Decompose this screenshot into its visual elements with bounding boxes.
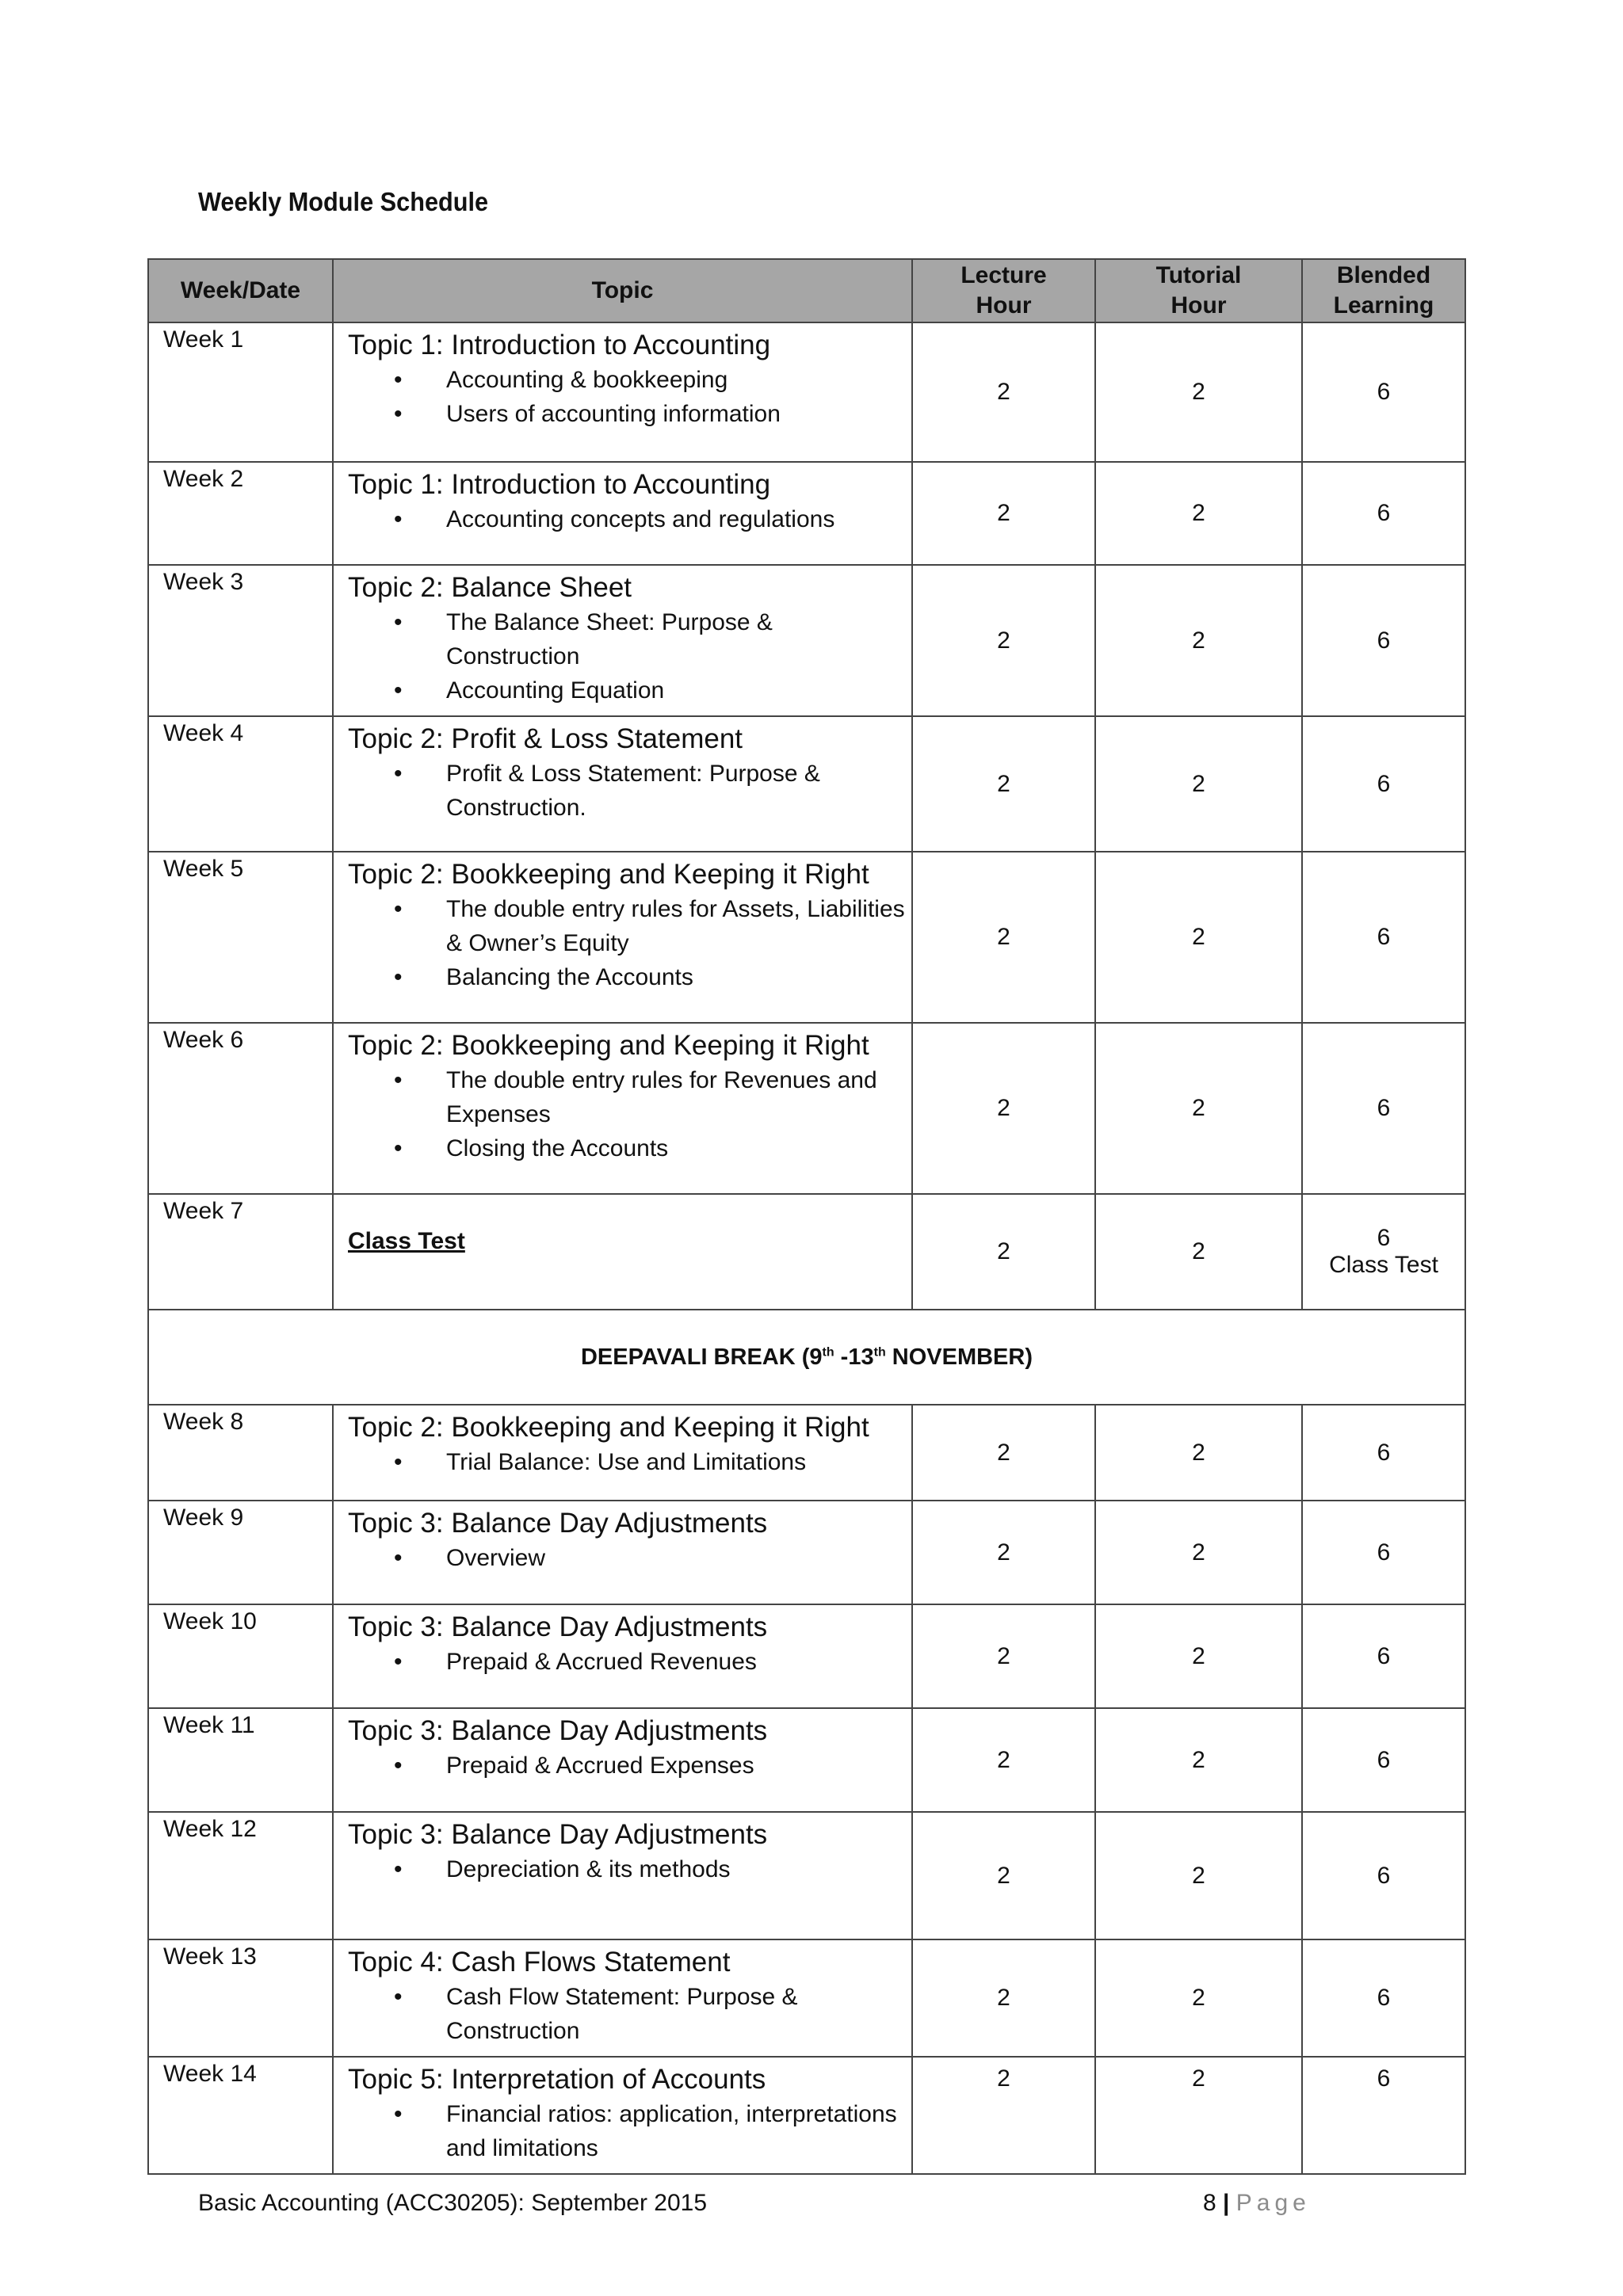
lecture-hour-cell: 2 xyxy=(912,565,1095,716)
list-item xyxy=(348,673,905,707)
topic-bullet-list xyxy=(348,1063,905,1165)
list-item xyxy=(348,363,905,397)
blended-hours: 6 xyxy=(1377,1642,1391,1669)
blended-hours: 6 xyxy=(1377,500,1391,526)
bullet-icon: • xyxy=(394,401,403,427)
bullet-icon: • xyxy=(394,761,403,787)
tutorial-hour-cell: 2 xyxy=(1095,565,1302,716)
blended-learning-cell xyxy=(1302,716,1465,852)
bullet-icon: • xyxy=(394,1135,403,1161)
list-item xyxy=(348,1131,905,1165)
topic-title: Topic 2: Profit & Loss Statement xyxy=(348,723,743,754)
topic-bullet-list xyxy=(348,1645,905,1679)
header-lecture-hour: Lecture Hour xyxy=(912,259,1095,322)
tutorial-hour-cell: 2 xyxy=(1095,1939,1302,2057)
blended-hours: 6 xyxy=(1377,1539,1391,1566)
lecture-hour-cell: 2 xyxy=(912,322,1095,462)
bullet-text: Financial ratios: application, interpretations and limitations xyxy=(446,2101,897,2161)
header-row xyxy=(148,259,1465,322)
topic-bullet-list xyxy=(348,605,905,707)
table-row xyxy=(148,1405,1465,1501)
topic-cell xyxy=(333,2057,912,2174)
tutorial-hour-cell: 2 xyxy=(1095,716,1302,852)
list-item xyxy=(348,605,905,673)
week-cell: Week 13 xyxy=(148,1939,333,2057)
break-sup-1: th xyxy=(822,1344,834,1359)
lecture-hour-cell: 2 xyxy=(912,1708,1095,1812)
break-text-middle: -13 xyxy=(834,1344,874,1370)
deepavali-break-cell xyxy=(148,1310,1465,1405)
lecture-hour-cell: 2 xyxy=(912,1405,1095,1501)
bullet-text: Closing the Accounts xyxy=(446,1135,669,1161)
week-cell: Week 7 xyxy=(148,1194,333,1310)
topic-bullet-list xyxy=(348,502,905,536)
week-cell: Week 11 xyxy=(148,1708,333,1812)
list-item xyxy=(348,960,905,994)
blended-learning-cell xyxy=(1302,1501,1465,1604)
topic-bullet-list xyxy=(348,757,905,825)
bullet-text: Accounting Equation xyxy=(446,677,665,704)
bullet-text: Balancing the Accounts xyxy=(446,964,693,990)
week-cell: Week 1 xyxy=(148,322,333,462)
table-row xyxy=(148,462,1465,565)
lecture-hour-cell: 2 xyxy=(912,462,1095,565)
bullet-text: Prepaid & Accrued Expenses xyxy=(446,1753,754,1779)
topic-cell xyxy=(333,1194,912,1310)
topic-cell xyxy=(333,852,912,1023)
break-sup-2: th xyxy=(873,1344,886,1359)
topic-cell xyxy=(333,1023,912,1194)
blended-learning-cell xyxy=(1302,1812,1465,1939)
blended-learning-cell xyxy=(1302,1023,1465,1194)
topic-title: Topic 2: Bookkeeping and Keeping it Right xyxy=(348,1030,869,1061)
week-cell: Week 12 xyxy=(148,1812,333,1939)
topic-bullet-list xyxy=(348,1541,905,1575)
table-row xyxy=(148,1812,1465,1939)
blended-hours: 6 xyxy=(1377,1862,1391,1889)
bullet-icon: • xyxy=(394,1856,403,1882)
lecture-hour-cell: 2 xyxy=(912,1194,1095,1310)
weekly-schedule-table xyxy=(147,258,1466,2175)
blended-hours: 6 xyxy=(1377,1746,1391,1773)
list-item xyxy=(348,397,905,431)
blended-hours: 6 xyxy=(1377,1439,1391,1466)
table-row xyxy=(148,1023,1465,1194)
bullet-icon: • xyxy=(394,677,403,704)
blended-learning-cell xyxy=(1302,1939,1465,2057)
list-item xyxy=(348,1063,905,1131)
list-item xyxy=(348,1980,905,2048)
list-item xyxy=(348,2097,905,2165)
break-text-suffix: NOVEMBER) xyxy=(885,1344,1033,1370)
tutorial-hour-cell: 2 xyxy=(1095,1405,1302,1501)
bullet-text: Depreciation & its methods xyxy=(446,1856,731,1882)
topic-title: Topic 1: Introduction to Accounting xyxy=(348,330,771,360)
blended-learning-cell xyxy=(1302,1708,1465,1812)
topic-title: Topic 3: Balance Day Adjustments xyxy=(348,1715,768,1746)
bullet-icon: • xyxy=(394,1649,403,1675)
blended-learning-cell xyxy=(1302,1604,1465,1708)
bullet-icon: • xyxy=(394,2101,403,2127)
blended-hours: 6 xyxy=(1377,770,1391,797)
blended-note: Class Test xyxy=(1329,1252,1438,1278)
tutorial-hour-cell: 2 xyxy=(1095,2057,1302,2174)
bullet-text: Accounting concepts and regulations xyxy=(446,506,835,532)
bullet-text: Cash Flow Statement: Purpose & Construction xyxy=(446,1984,798,2044)
bullet-text: Profit & Loss Statement: Purpose & Construction. xyxy=(446,761,820,821)
tutorial-hour-cell: 2 xyxy=(1095,1194,1302,1310)
lecture-hour-cell: 2 xyxy=(912,1501,1095,1604)
class-test-label: Class Test xyxy=(348,1228,465,1254)
bullet-icon: • xyxy=(394,1449,403,1475)
header-topic: Topic xyxy=(333,259,912,322)
topic-title: Topic 2: Bookkeeping and Keeping it Right xyxy=(348,1412,869,1443)
bullet-icon: • xyxy=(394,609,403,635)
blended-learning-cell xyxy=(1302,565,1465,716)
tutorial-hour-cell: 2 xyxy=(1095,1708,1302,1812)
list-item xyxy=(348,892,905,960)
topic-cell xyxy=(333,1501,912,1604)
header-tutorial-hour: Tutorial Hour xyxy=(1095,259,1302,322)
blended-learning-cell xyxy=(1302,1405,1465,1501)
topic-cell xyxy=(333,1939,912,2057)
lecture-hour-cell: 2 xyxy=(912,1939,1095,2057)
blended-hours: 6 xyxy=(1377,1985,1391,2011)
blended-hours: 6 xyxy=(1377,627,1391,654)
table-row xyxy=(148,565,1465,716)
tutorial-hour-cell: 2 xyxy=(1095,1023,1302,1194)
week-cell: Week 6 xyxy=(148,1023,333,1194)
topic-cell xyxy=(333,716,912,852)
blended-hours: 6 xyxy=(1377,2065,1391,2092)
topic-bullet-list xyxy=(348,1749,905,1783)
topic-cell xyxy=(333,1604,912,1708)
topic-title: Topic 5: Interpretation of Accounts xyxy=(348,2064,766,2095)
list-item xyxy=(348,1645,905,1679)
blended-learning-cell xyxy=(1302,852,1465,1023)
topic-cell xyxy=(333,1708,912,1812)
topic-cell xyxy=(333,1812,912,1939)
topic-bullet-list xyxy=(348,892,905,994)
blended-hours: 6 xyxy=(1377,379,1391,405)
bullet-text: Users of accounting information xyxy=(446,401,781,427)
topic-bullet-list xyxy=(348,2097,905,2165)
topic-title: Topic 2: Bookkeeping and Keeping it Right xyxy=(348,859,869,890)
table-row xyxy=(148,1604,1465,1708)
blended-learning-cell xyxy=(1302,1194,1465,1310)
bullet-text: The Balance Sheet: Purpose & Construction xyxy=(446,609,773,669)
topic-cell xyxy=(333,565,912,716)
blended-learning-cell xyxy=(1302,462,1465,565)
topic-title: Topic 3: Balance Day Adjustments xyxy=(348,1508,768,1539)
bullet-text: Prepaid & Accrued Revenues xyxy=(446,1649,757,1675)
bullet-text: Overview xyxy=(446,1545,546,1571)
table-row xyxy=(148,322,1465,462)
week-cell: Week 14 xyxy=(148,2057,333,2174)
topic-title: Topic 3: Balance Day Adjustments xyxy=(348,1819,768,1850)
break-row xyxy=(148,1310,1465,1405)
footer-module-info: Basic Accounting (ACC30205): September 2015 xyxy=(198,2190,708,2216)
lecture-hour-cell: 2 xyxy=(912,1812,1095,1939)
week-cell: Week 10 xyxy=(148,1604,333,1708)
week-cell: Week 4 xyxy=(148,716,333,852)
tutorial-hour-cell: 2 xyxy=(1095,1812,1302,1939)
week-cell: Week 2 xyxy=(148,462,333,565)
footer-page-number: 8 | Page xyxy=(1203,2190,1311,2216)
tutorial-hour-cell: 2 xyxy=(1095,1604,1302,1708)
page-title: Weekly Module Schedule xyxy=(198,187,489,216)
bullet-icon: • xyxy=(394,367,403,393)
table-row xyxy=(148,1708,1465,1812)
tutorial-hour-cell: 2 xyxy=(1095,1501,1302,1604)
bullet-text: The double entry rules for Assets, Liabilities & Owner’s Equity xyxy=(446,896,905,956)
topic-bullet-list xyxy=(348,1852,905,1886)
table-row xyxy=(148,1939,1465,2057)
bullet-text: The double entry rules for Revenues and Expenses xyxy=(446,1067,877,1127)
topic-title: Topic 4: Cash Flows Statement xyxy=(348,1947,731,1978)
list-item xyxy=(348,502,905,536)
week-cell: Week 5 xyxy=(148,852,333,1023)
lecture-hour-cell: 2 xyxy=(912,716,1095,852)
list-item xyxy=(348,1852,905,1886)
blended-hours: 6 xyxy=(1377,924,1391,950)
bullet-icon: • xyxy=(394,964,403,990)
bullet-icon: • xyxy=(394,1984,403,2010)
topic-title: Topic 2: Balance Sheet xyxy=(348,572,632,603)
topic-bullet-list xyxy=(348,1980,905,2048)
lecture-hour-cell: 2 xyxy=(912,852,1095,1023)
blended-hours: 6 xyxy=(1377,1095,1391,1121)
list-item xyxy=(348,1541,905,1575)
lecture-hour-cell: 2 xyxy=(912,1023,1095,1194)
bullet-icon: • xyxy=(394,506,403,532)
tutorial-hour-cell: 2 xyxy=(1095,852,1302,1023)
list-item xyxy=(348,1749,905,1783)
bullet-icon: • xyxy=(394,896,403,922)
week-cell: Week 8 xyxy=(148,1405,333,1501)
bullet-icon: • xyxy=(394,1545,403,1571)
table-row xyxy=(148,1194,1465,1310)
topic-cell xyxy=(333,322,912,462)
table-row xyxy=(148,716,1465,852)
header-blended-learning: Blended Learning xyxy=(1302,259,1465,322)
topic-bullet-list xyxy=(348,1445,905,1479)
bullet-icon: • xyxy=(394,1067,403,1093)
blended-hours: 6 xyxy=(1377,1225,1391,1251)
topic-bullet-list xyxy=(348,363,905,431)
table-row xyxy=(148,1501,1465,1604)
topic-cell xyxy=(333,462,912,565)
lecture-hour-cell: 2 xyxy=(912,1604,1095,1708)
blended-learning-cell xyxy=(1302,322,1465,462)
list-item xyxy=(348,757,905,825)
table-row xyxy=(148,852,1465,1023)
week-cell: Week 3 xyxy=(148,565,333,716)
list-item xyxy=(348,1445,905,1479)
bullet-text: Trial Balance: Use and Limitations xyxy=(446,1449,807,1475)
break-text-prefix: DEEPAVALI BREAK (9 xyxy=(580,1344,823,1370)
topic-cell xyxy=(333,1405,912,1501)
table-row xyxy=(148,2057,1465,2174)
tutorial-hour-cell: 2 xyxy=(1095,462,1302,565)
tutorial-hour-cell: 2 xyxy=(1095,322,1302,462)
bullet-text: Accounting & bookkeeping xyxy=(446,367,728,393)
bullet-icon: • xyxy=(394,1753,403,1779)
topic-title: Topic 1: Introduction to Accounting xyxy=(348,469,771,500)
topic-title: Topic 3: Balance Day Adjustments xyxy=(348,1611,768,1642)
header-week: Week/Date xyxy=(148,259,333,322)
lecture-hour-cell: 2 xyxy=(912,2057,1095,2174)
blended-learning-cell xyxy=(1302,2057,1465,2174)
week-cell: Week 9 xyxy=(148,1501,333,1604)
